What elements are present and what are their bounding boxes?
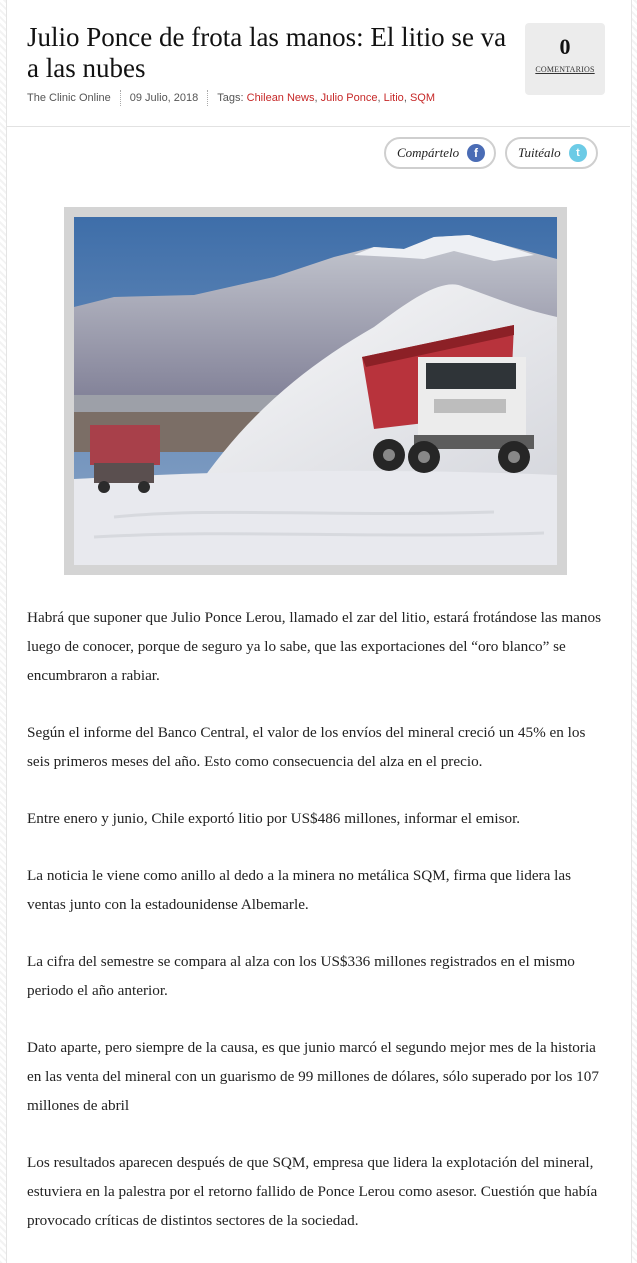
facebook-share-button[interactable]: [384, 137, 496, 169]
meta-divider: [207, 90, 208, 106]
tags-list: [247, 92, 435, 104]
paragraph: Entre enero y junio, Chile exportó litio por US$486 millones, informar el emisor.: [27, 810, 521, 827]
tag-separator: ,: [314, 92, 321, 104]
distant-truck: [90, 425, 160, 493]
article-photo: [74, 217, 557, 565]
article-source: The Clinic Online: [27, 92, 111, 104]
article-date: 09 Julio, 2018: [129, 92, 199, 104]
paragraph: Los resultados aparecen después de que SQM, empresa que lidera la explotación del mineral, estuviera en la palestra por el retorno fallido de Ponce Lerou como asesor. Cuestión que había provocado críticas de distintos sectores de la sociedad.: [27, 1154, 598, 1229]
header-divider: [7, 126, 630, 127]
paragraph: La noticia le viene como anillo al dedo a la minera no metálica SQM, firma que lidera las ventas junto con la estadounidense Albemarle.: [27, 867, 572, 913]
facebook-icon: f: [467, 144, 485, 162]
tag-separator: ,: [377, 92, 384, 104]
paragraph: Dato aparte, pero siempre de la causa, es que junio marcó el segundo mejor mes de la historia en las venta del mineral con un guarismo de 99 millones de dólares, sólo superado por los 107 millones de abril: [27, 1039, 599, 1114]
tag-link-julio-ponce[interactable]: Julio Ponce: [320, 92, 378, 104]
article-body: [27, 603, 605, 1263]
comments-button[interactable]: [525, 23, 605, 95]
article-image-frame: [64, 207, 567, 575]
tag-link-chilean-news[interactable]: Chilean News: [246, 92, 315, 104]
tag-link-sqm[interactable]: SQM: [409, 92, 435, 104]
tag-separator: ,: [403, 92, 410, 104]
twitter-icon: t: [569, 144, 587, 162]
meta-divider: [120, 90, 121, 106]
twitter-share-label: Tuitéalo: [518, 145, 561, 160]
twitter-share-button[interactable]: [505, 137, 598, 169]
tag-link-litio[interactable]: Litio: [383, 92, 404, 104]
paragraph: Según el informe del Banco Central, el valor de los envíos del mineral creció un 45% en los seis primeros meses del año. Esto como consecuencia del alza en el precio.: [27, 724, 586, 770]
paragraph: La cifra del semestre se compara al alza con los US$336 millones registrados en el mismo periodo el año anterior.: [27, 953, 575, 999]
facebook-share-label: Compártelo: [397, 145, 460, 160]
article-meta: [27, 90, 435, 106]
paragraph: Habrá que suponer que Julio Ponce Lerou, llamado el zar del litio, estará frotándose las manos luego de conocer, porque de seguro ya lo sabe, que las exportaciones del “oro blanco” se encumbraron a rabiar.: [27, 609, 601, 684]
article-title: Julio Ponce de frota las manos: El litio se va a las nubes: [27, 22, 507, 83]
comments-count: 0: [559, 34, 571, 59]
comments-link[interactable]: COMENTARIOS: [535, 65, 595, 74]
tags-label: Tags:: [217, 92, 244, 104]
